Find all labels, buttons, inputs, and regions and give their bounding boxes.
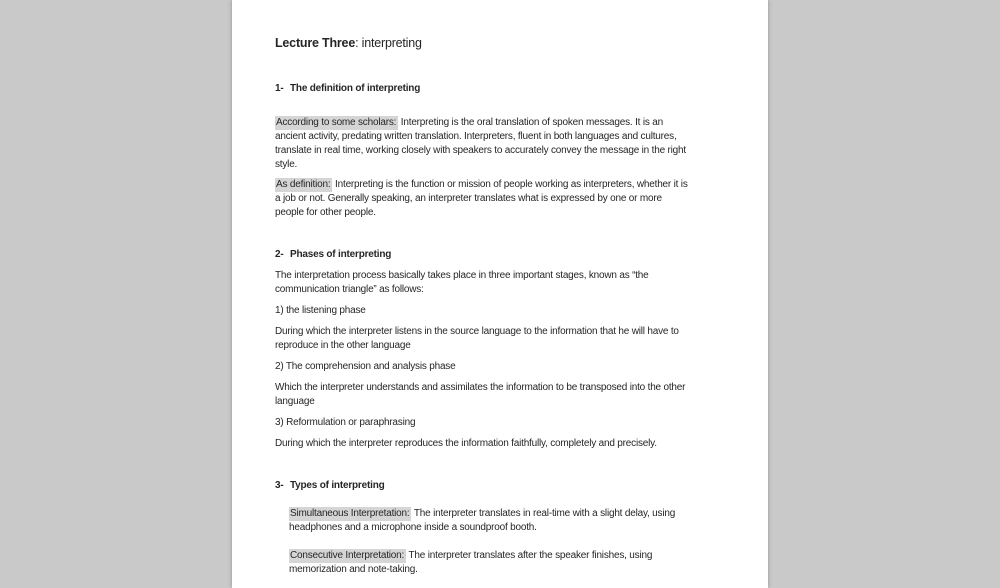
phase3-title: 3) Reformulation or paraphrasing [275,417,416,428]
doc-title [275,36,693,51]
paragraph-phases-intro: The interpretation process basically takes place in three important stages, known as “the communication triangle” as follows: [275,270,649,295]
section-heading-phases [275,248,693,262]
paragraph-scholars [275,116,693,172]
paragraph-definition [275,178,693,220]
section-number-types: 3- [275,480,284,491]
section-label-phases: Phases of interpreting [290,249,392,260]
phase2-desc: Which the interpreter understands and assimilates the information to be transposed into the other language [275,382,686,407]
highlight-definition: As definition: [276,179,331,190]
section-heading-types [275,479,693,493]
section-label-types: Types of interpreting [290,480,385,491]
doc-title-rest: : interpreting [355,36,422,50]
phase1-desc: During which the interpreter listens in the source language to the information that he will have to reproduce in the other language [275,326,679,351]
scholars-text: Interpreting is the oral translation of spoken messages. It is an ancient activity, predating written translation. Interpreters, fluent in both languages and cultures, translate in real time, working closely with speakers to accurately convey the message in the right style. [275,117,686,170]
document-page[interactable] [232,0,768,588]
highlight-consecutive: Consecutive Interpretation: [290,550,405,561]
section-number-definition: 1- [275,83,284,94]
section-heading-definition [275,82,693,96]
phase3-desc: During which the interpreter reproduces the information faithfully, completely and precisely. [275,438,657,449]
paragraph-simultaneous [289,507,693,535]
section-number-phases: 2- [275,249,284,260]
definition-text: Interpreting is the function or mission of people working as interpreters, whether it is a job or not. Generally speaking, an interpreter translates what is expressed by one or more people for other people. [275,179,688,218]
doc-title-lead: Lecture Three [275,36,356,50]
consecutive-text: The interpreter translates after the speaker finishes, using memorization and note-taking. [289,550,653,575]
paragraph-consecutive [289,549,693,577]
highlight-simultaneous: Simultaneous Interpretation: [290,508,410,519]
simultaneous-text: The interpreter translates in real-time with a slight delay, using headphones and a microphone inside a soundproof booth. [289,508,676,533]
phase1-title: 1) the listening phase [275,305,366,316]
section-label-definition: The definition of interpreting [290,83,421,94]
highlight-scholars: According to some scholars: [276,117,397,128]
phase2-title: 2) The comprehension and analysis phase [275,361,456,372]
page-content [232,0,693,577]
